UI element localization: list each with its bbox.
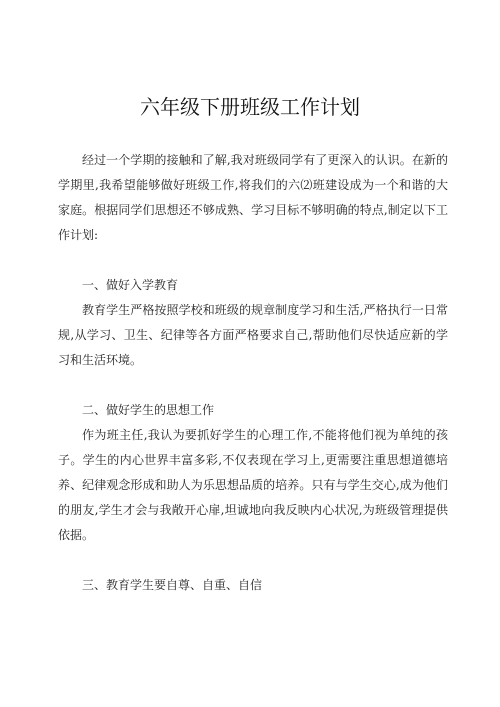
spacer: [58, 248, 448, 273]
section-heading-3: 三、教育学生要自尊、自重、自信: [82, 578, 263, 592]
section-heading-1: 一、做好入学教育: [82, 278, 179, 292]
section-heading-2: 二、做好学生的思想工作: [82, 403, 215, 417]
intro-paragraph: 经过一个学期的接触和了解,我对班级同学有了更深入的认识。在新的学期里,我希望能够做好班级工作,将我们的六⑵班建设成为一个和谐的大家庭。根据同学们思想还不够成熟、学习目标不够明确的特点,制定以下工作计划:: [58, 153, 448, 242]
section-paragraph-1: 教育学生严格按照学校和班级的规章制度学习和生活,严格执行一日常规,从学习、卫生、纪律等各方面严格要求自己,帮助他们尽快适应新的学习和生活环境。: [58, 303, 448, 367]
spacer: [58, 548, 448, 573]
document-title: 六年级下册班级工作计划: [140, 95, 360, 119]
section-paragraph-2: 作为班主任,我认为要抓好学生的心理工作,不能将他们视为单纯的孩子。学生的内心世界丰富多彩,不仅表现在学习上,更需要注重思想道德培养、纪律观念形成和助人为乐思想品质的培养。只有与学生交心,成为他们的朋友,学生才会与我敞开心扉,坦诚地向我反映内心状况,为班级管理提供依据。: [58, 428, 448, 542]
document-body: [58, 148, 448, 598]
spacer: [58, 373, 448, 398]
